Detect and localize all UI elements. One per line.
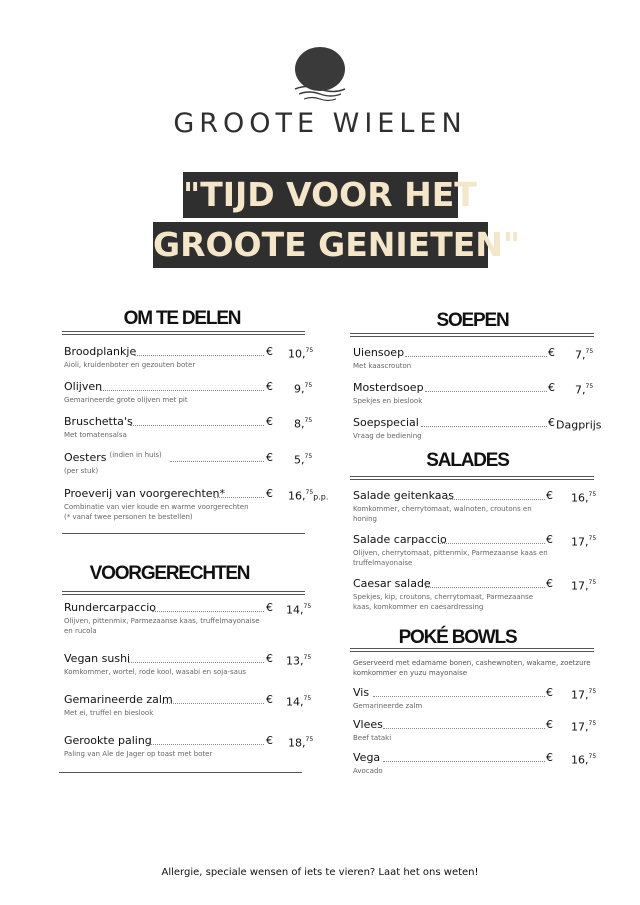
euro-sign: € bbox=[546, 751, 553, 764]
item-name: Bruschetta's bbox=[64, 415, 133, 428]
item-description: Paling van Ale de Jager op toast met boter bbox=[64, 750, 213, 758]
dot-leader bbox=[447, 499, 545, 500]
item-price: 8,75 bbox=[294, 417, 313, 431]
dot-leader bbox=[150, 744, 264, 745]
dot-leader bbox=[405, 356, 547, 357]
item-description: Olijven, cherrytomaat, pittenmix, Parmezaanse kaas en truffelmayonaise bbox=[353, 549, 548, 567]
item-price: 5,75 bbox=[294, 453, 313, 467]
dot-leader bbox=[100, 390, 264, 391]
euro-sign: € bbox=[266, 380, 273, 393]
footer-message: Allergie, speciale wensen of iets te vieren? Laat het ons weten! bbox=[161, 867, 479, 878]
menu-item bbox=[64, 693, 312, 718]
item-price: 18,75 bbox=[288, 736, 314, 750]
item-description: Avocado bbox=[353, 767, 383, 775]
item-description: Olijven, pittenmix, Parmezaanse kaas, truffelmayonaise en rucola bbox=[64, 617, 260, 635]
section-end-rule bbox=[62, 533, 305, 534]
euro-sign: € bbox=[266, 652, 273, 665]
item-price: 7,75 bbox=[575, 348, 594, 362]
euro-sign: € bbox=[266, 487, 273, 500]
menu-item bbox=[353, 718, 603, 743]
slogan-line-1: "TIJD VOOR HET bbox=[183, 172, 458, 218]
item-description: Met tomatensalsa bbox=[64, 431, 127, 439]
item-name: Caesar salade bbox=[353, 577, 431, 590]
item-price: 9,75 bbox=[294, 382, 313, 396]
dot-leader bbox=[162, 703, 264, 704]
section-end-rule bbox=[59, 772, 302, 773]
item-description: Komkommer, cherrytomaat, walnoten, croutons en honing bbox=[353, 505, 532, 523]
item-price: 14,75 bbox=[286, 603, 312, 617]
euro-sign: € bbox=[266, 734, 273, 747]
menu-item bbox=[353, 489, 603, 524]
poke-bowls-intro: Geserveerd met edamame bonen, cashewnoten, wakame, zoetzure komkommer en yuzu mayonaise bbox=[353, 659, 591, 677]
item-description: Combinatie van vier koude en warme voorgerechten (* vanaf twee personen te bestellen) bbox=[64, 503, 249, 521]
dot-leader bbox=[425, 391, 547, 392]
item-description: Vraag de bediening bbox=[353, 432, 422, 440]
item-description: Gemarineerde zalm bbox=[353, 702, 423, 710]
item-price: 17,75 bbox=[571, 579, 597, 593]
section-title-salades: SALADES bbox=[426, 450, 509, 471]
item-name: Uiensoep bbox=[353, 346, 405, 359]
dot-leader bbox=[130, 425, 264, 426]
item-name: Mosterdsoep bbox=[353, 381, 424, 394]
item-name: Rundercarpaccio bbox=[64, 601, 157, 614]
section-title-voorgerechten: VOORGERECHTEN bbox=[89, 563, 250, 584]
menu-item bbox=[64, 451, 312, 476]
euro-sign: € bbox=[548, 416, 555, 429]
menu-item bbox=[64, 345, 312, 370]
dot-leader bbox=[383, 761, 545, 762]
item-price: 7,75 bbox=[575, 383, 594, 397]
euro-sign: € bbox=[546, 686, 553, 699]
euro-sign: € bbox=[546, 533, 553, 546]
menu-item bbox=[64, 380, 312, 405]
menu-item bbox=[353, 751, 603, 776]
section-rule bbox=[350, 648, 594, 652]
item-price: 13,75 bbox=[286, 654, 312, 668]
item-name: Gemarineerde zalm bbox=[64, 693, 173, 706]
item-description: Spekjes, kip, croutons, cherrytomaat, Parmezaanse kaas, komkommer en caesardressing bbox=[353, 593, 534, 611]
menu-item bbox=[353, 346, 603, 371]
menu-item bbox=[353, 533, 603, 568]
euro-sign: € bbox=[548, 381, 555, 394]
section-title-soepen: SOEPEN bbox=[436, 310, 509, 331]
dot-leader bbox=[214, 497, 264, 498]
item-name: Proeverij van voorgerechten* bbox=[64, 487, 226, 500]
item-price: 14,75 bbox=[286, 695, 312, 709]
euro-sign: € bbox=[266, 415, 273, 428]
section-rule bbox=[62, 331, 305, 335]
menu-item bbox=[353, 416, 603, 441]
item-name: Olijven bbox=[64, 380, 103, 393]
dot-leader bbox=[421, 426, 547, 427]
euro-sign: € bbox=[266, 693, 273, 706]
dot-leader bbox=[152, 611, 264, 612]
item-price: 16,75 bbox=[571, 753, 597, 767]
section-title-om-te-delen: OM TE DELEN bbox=[123, 308, 241, 329]
logo-icon bbox=[289, 46, 351, 104]
item-description: Met ei, truffel en bieslook bbox=[64, 709, 154, 717]
dot-leader bbox=[439, 543, 545, 544]
item-name: Broodplankje bbox=[64, 345, 137, 358]
menu-item bbox=[64, 487, 329, 522]
section-rule bbox=[350, 333, 594, 337]
item-description: Beef tataki bbox=[353, 734, 392, 742]
item-name: Gerookte paling bbox=[64, 734, 152, 747]
dot-leader bbox=[170, 461, 264, 462]
item-description: Met kaascrouton bbox=[353, 362, 412, 370]
item-description: Spekjes en bieslook bbox=[353, 397, 423, 405]
section-title-poke-bowls: POKÉ BOWLS bbox=[398, 627, 517, 648]
euro-sign: € bbox=[546, 718, 553, 731]
item-name: Salade carpaccio bbox=[353, 533, 447, 546]
item-price: 16,75p.p. bbox=[288, 489, 329, 503]
euro-sign: € bbox=[546, 489, 553, 502]
item-price: 17,75 bbox=[571, 688, 597, 702]
item-price: 17,75 bbox=[571, 720, 597, 734]
slogan-line-2: GROOTE GENIETEN" bbox=[153, 222, 488, 268]
item-name: Vegan sushi bbox=[64, 652, 131, 665]
item-price: 17,75 bbox=[571, 535, 597, 549]
item-price: 16,75 bbox=[571, 491, 597, 505]
item-name: Oesters $^{(indien in huis)}$ bbox=[64, 451, 162, 464]
brand-name: GROOTE WIELEN bbox=[173, 108, 467, 139]
dot-leader bbox=[383, 728, 545, 729]
item-name: Vega bbox=[353, 751, 381, 764]
dot-leader bbox=[134, 355, 264, 356]
item-description: Komkommer, wortel, rode kool, wasabi en soja-saus bbox=[64, 668, 247, 676]
item-name: Salade geitenkaas bbox=[353, 489, 455, 502]
euro-sign: € bbox=[546, 577, 553, 590]
euro-sign: € bbox=[548, 346, 555, 359]
section-rule bbox=[62, 591, 305, 595]
menu-item bbox=[64, 734, 312, 759]
item-description: Aioli, kruidenboter en gezouten boter bbox=[64, 361, 196, 369]
item-price: Dagprijs bbox=[556, 418, 602, 432]
item-name: Vlees bbox=[353, 718, 383, 731]
dot-leader bbox=[373, 696, 545, 697]
section-rule bbox=[350, 476, 594, 480]
dot-leader bbox=[425, 587, 545, 588]
item-price: 10,75 bbox=[288, 347, 314, 361]
menu-item bbox=[64, 601, 312, 636]
menu-item bbox=[353, 381, 603, 406]
menu-item bbox=[64, 652, 312, 677]
menu-item bbox=[353, 686, 603, 711]
menu-item bbox=[64, 415, 312, 440]
euro-sign: € bbox=[266, 451, 273, 464]
euro-sign: € bbox=[266, 345, 273, 358]
item-name: Soepspecial bbox=[353, 416, 419, 429]
menu-item bbox=[353, 577, 603, 612]
item-description: Gemarineerde grote olijven met pit bbox=[64, 396, 188, 404]
dot-leader bbox=[128, 662, 264, 663]
euro-sign: € bbox=[266, 601, 273, 614]
item-description: (per stuk) bbox=[64, 467, 99, 475]
item-name: Vis bbox=[353, 686, 370, 699]
